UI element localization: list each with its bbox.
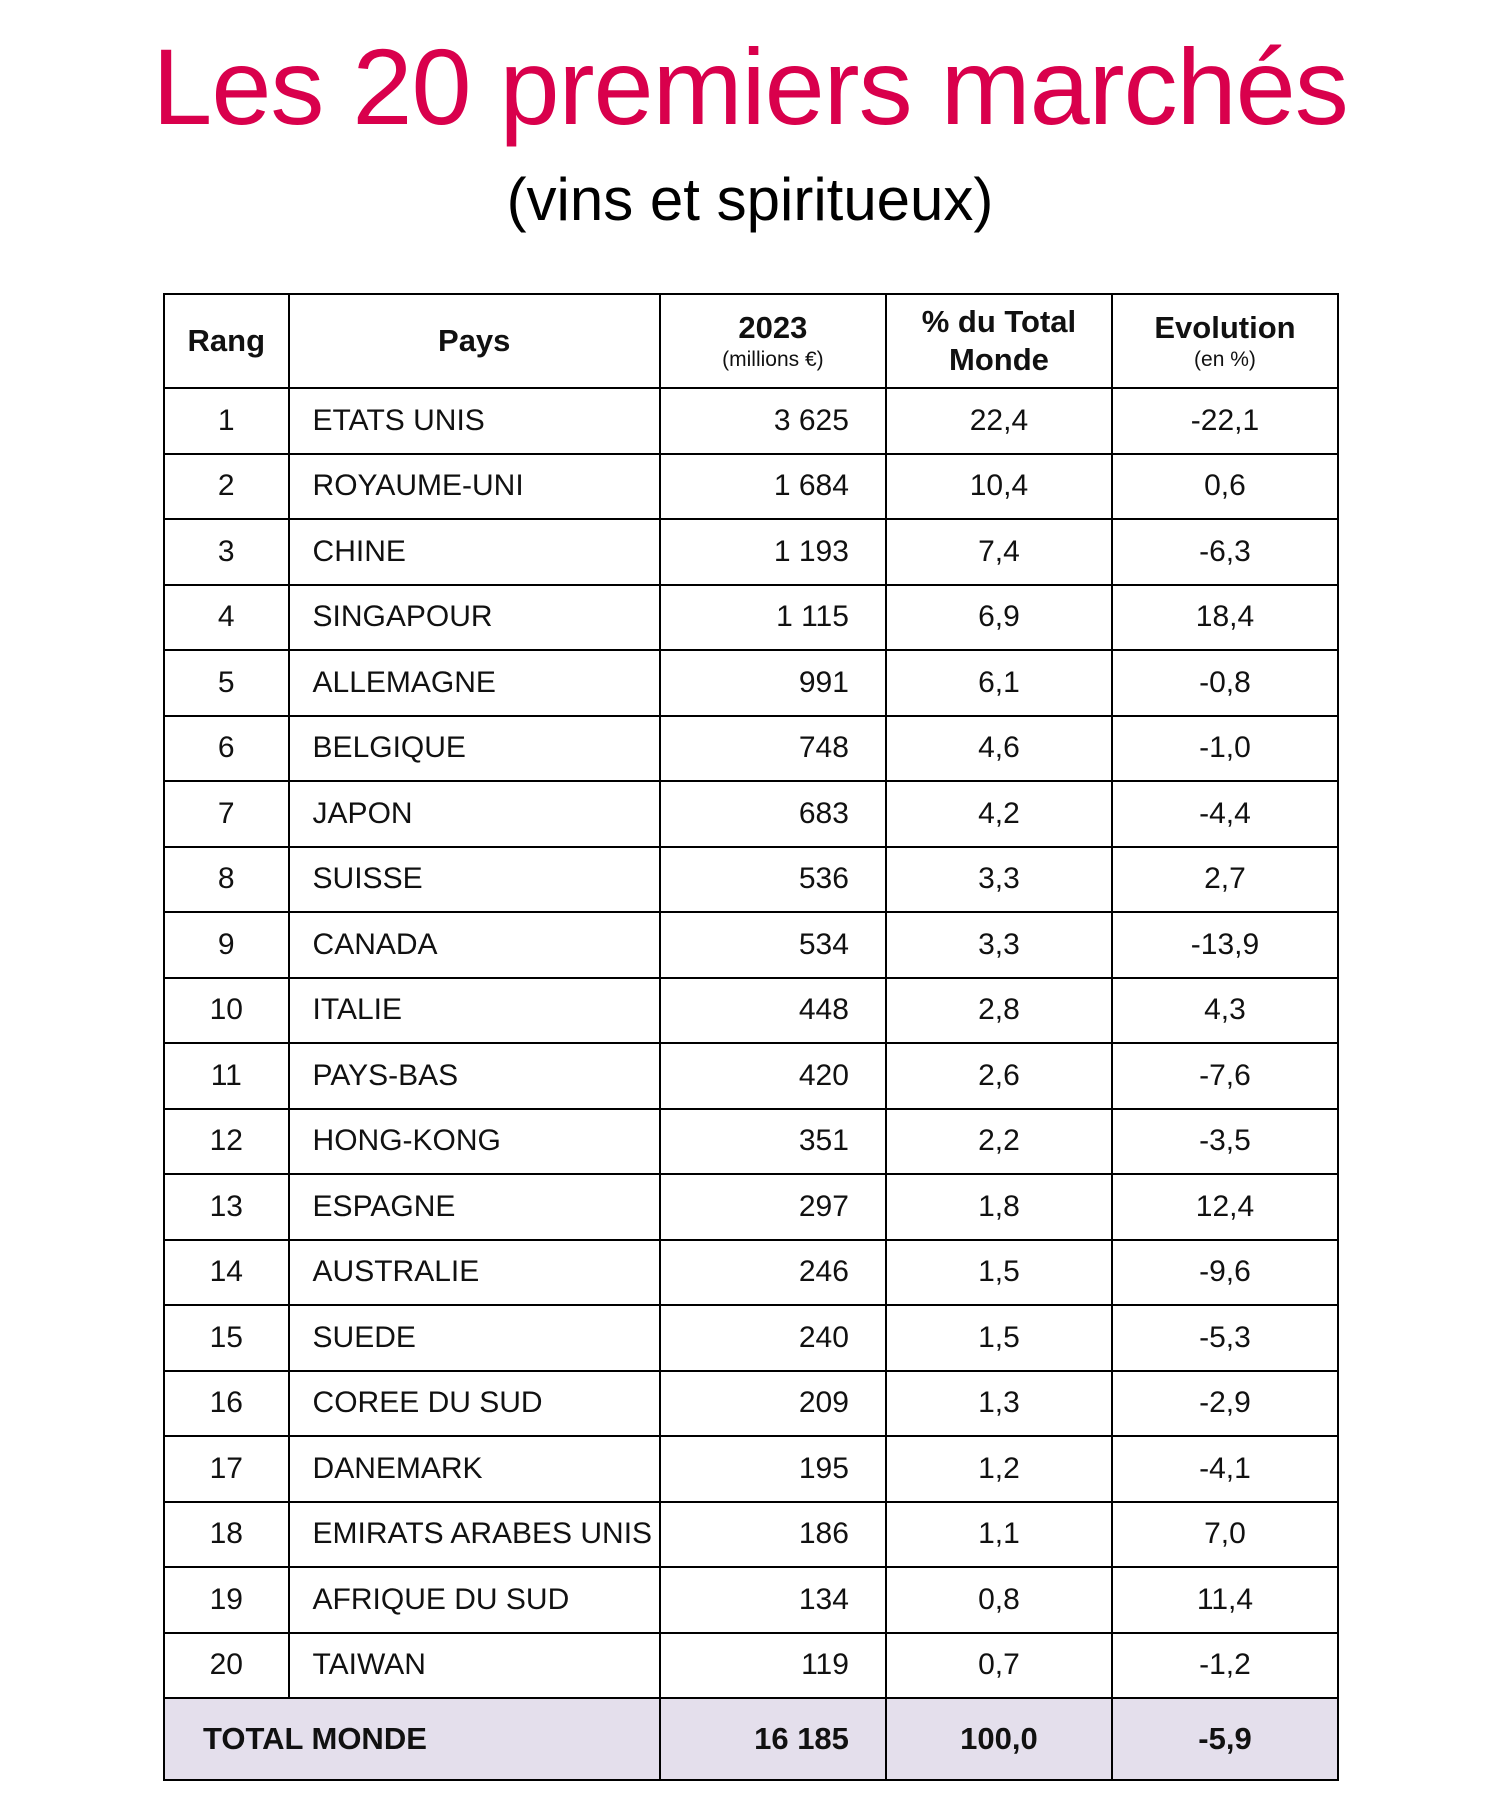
country-cell: ETATS UNIS [289,388,660,454]
share-cell: 4,2 [886,781,1112,847]
evolution-cell: -5,3 [1112,1305,1338,1371]
evolution-cell: 18,4 [1112,585,1338,651]
country-cell: BELGIQUE [289,716,660,782]
table-row [164,1174,1338,1240]
country-cell: AUSTRALIE [289,1240,660,1306]
evolution-cell: -0,8 [1112,650,1338,716]
rank-cell: 19 [164,1567,289,1633]
value-cell: 420 [660,1043,886,1109]
share-cell: 1,8 [886,1174,1112,1240]
rank-cell: 14 [164,1240,289,1306]
header-evolution [1112,294,1338,388]
country-cell: SUEDE [289,1305,660,1371]
table-row [164,912,1338,978]
share-cell: 3,3 [886,912,1112,978]
evolution-cell: -4,4 [1112,781,1338,847]
share-cell: 6,1 [886,650,1112,716]
markets-table [163,293,1339,1781]
share-cell: 1,5 [886,1305,1112,1371]
evolution-cell: 4,3 [1112,978,1338,1044]
share-cell: 6,9 [886,585,1112,651]
table-row [164,1305,1338,1371]
rank-cell: 17 [164,1436,289,1502]
evolution-cell: -7,6 [1112,1043,1338,1109]
country-cell: TAIWAN [289,1633,660,1699]
country-cell: HONG-KONG [289,1109,660,1175]
table-row [164,1371,1338,1437]
country-cell: ROYAUME-UNI [289,454,660,520]
share-cell: 7,4 [886,519,1112,585]
value-cell: 991 [660,650,886,716]
value-cell: 683 [660,781,886,847]
country-cell: ESPAGNE [289,1174,660,1240]
value-cell: 119 [660,1633,886,1699]
value-cell: 1 115 [660,585,886,651]
table-row [164,1240,1338,1306]
table-row [164,781,1338,847]
table-row [164,519,1338,585]
rank-cell: 10 [164,978,289,1044]
total-value: 16 185 [660,1698,886,1780]
value-cell: 1 684 [660,454,886,520]
rank-cell: 2 [164,454,289,520]
country-cell: SUISSE [289,847,660,913]
header-value [660,294,886,388]
header-share-line1: % du Total [921,304,1077,339]
rank-cell: 6 [164,716,289,782]
country-cell: ITALIE [289,978,660,1044]
value-cell: 297 [660,1174,886,1240]
header-evol-main: Evolution [1154,310,1296,345]
total-share: 100,0 [886,1698,1112,1780]
table-row [164,1109,1338,1175]
country-cell: JAPON [289,781,660,847]
evolution-cell: -2,9 [1112,1371,1338,1437]
table-row [164,388,1338,454]
table-row [164,978,1338,1044]
share-cell: 2,2 [886,1109,1112,1175]
share-cell: 2,8 [886,978,1112,1044]
value-cell: 3 625 [660,388,886,454]
share-cell: 2,6 [886,1043,1112,1109]
header-country: Pays [289,294,660,388]
table-row [164,716,1338,782]
value-cell: 195 [660,1436,886,1502]
country-cell: CHINE [289,519,660,585]
evolution-cell: 2,7 [1112,847,1338,913]
rank-cell: 18 [164,1502,289,1568]
table-row [164,650,1338,716]
country-cell: EMIRATS ARABES UNIS [289,1502,660,1568]
value-cell: 1 193 [660,519,886,585]
table-row [164,1567,1338,1633]
rank-cell: 16 [164,1371,289,1437]
share-cell: 10,4 [886,454,1112,520]
table-row [164,847,1338,913]
evolution-cell: 11,4 [1112,1567,1338,1633]
country-cell: SINGAPOUR [289,585,660,651]
table-row [164,585,1338,651]
rank-cell: 1 [164,388,289,454]
table-row [164,1633,1338,1699]
table-row [164,1502,1338,1568]
share-cell: 1,1 [886,1502,1112,1568]
country-cell: DANEMARK [289,1436,660,1502]
rank-cell: 11 [164,1043,289,1109]
evolution-cell: -1,0 [1112,716,1338,782]
rank-cell: 4 [164,585,289,651]
rank-cell: 20 [164,1633,289,1699]
table-header-row [164,294,1338,388]
rank-cell: 13 [164,1174,289,1240]
country-cell: CANADA [289,912,660,978]
value-cell: 351 [660,1109,886,1175]
value-cell: 246 [660,1240,886,1306]
page-title: Les 20 premiers marchés [152,26,1348,147]
share-cell: 0,7 [886,1633,1112,1699]
country-cell: COREE DU SUD [289,1371,660,1437]
value-cell: 536 [660,847,886,913]
country-cell: AFRIQUE DU SUD [289,1567,660,1633]
share-cell: 1,2 [886,1436,1112,1502]
header-evol-sub: (en %) [1194,348,1256,371]
rank-cell: 3 [164,519,289,585]
share-cell: 1,5 [886,1240,1112,1306]
evolution-cell: 7,0 [1112,1502,1338,1568]
share-cell: 0,8 [886,1567,1112,1633]
value-cell: 448 [660,978,886,1044]
value-cell: 240 [660,1305,886,1371]
share-cell: 22,4 [886,388,1112,454]
evolution-cell: -4,1 [1112,1436,1338,1502]
total-label: TOTAL MONDE [164,1698,660,1780]
share-cell: 1,3 [886,1371,1112,1437]
share-cell: 3,3 [886,847,1112,913]
rank-cell: 15 [164,1305,289,1371]
table-row [164,454,1338,520]
rank-cell: 9 [164,912,289,978]
rank-cell: 5 [164,650,289,716]
evolution-cell: 12,4 [1112,1174,1338,1240]
rank-cell: 7 [164,781,289,847]
value-cell: 209 [660,1371,886,1437]
total-evolution: -5,9 [1112,1698,1338,1780]
rank-cell: 12 [164,1109,289,1175]
header-share-line2: Monde [949,342,1049,377]
total-row [164,1698,1338,1780]
evolution-cell: -22,1 [1112,388,1338,454]
evolution-cell: -13,9 [1112,912,1338,978]
page-subtitle: (vins et spiritueux) [506,166,994,233]
country-cell: PAYS-BAS [289,1043,660,1109]
header-value-sub: (millions €) [722,348,824,371]
table-row [164,1043,1338,1109]
share-cell: 4,6 [886,716,1112,782]
header-rank: Rang [164,294,289,388]
evolution-cell: -3,5 [1112,1109,1338,1175]
evolution-cell: -6,3 [1112,519,1338,585]
evolution-cell: 0,6 [1112,454,1338,520]
value-cell: 134 [660,1567,886,1633]
evolution-cell: -1,2 [1112,1633,1338,1699]
header-value-main: 2023 [738,310,808,345]
rank-cell: 8 [164,847,289,913]
country-cell: ALLEMAGNE [289,650,660,716]
header-share [886,294,1112,388]
value-cell: 534 [660,912,886,978]
value-cell: 748 [660,716,886,782]
evolution-cell: -9,6 [1112,1240,1338,1306]
table-row [164,1436,1338,1502]
value-cell: 186 [660,1502,886,1568]
